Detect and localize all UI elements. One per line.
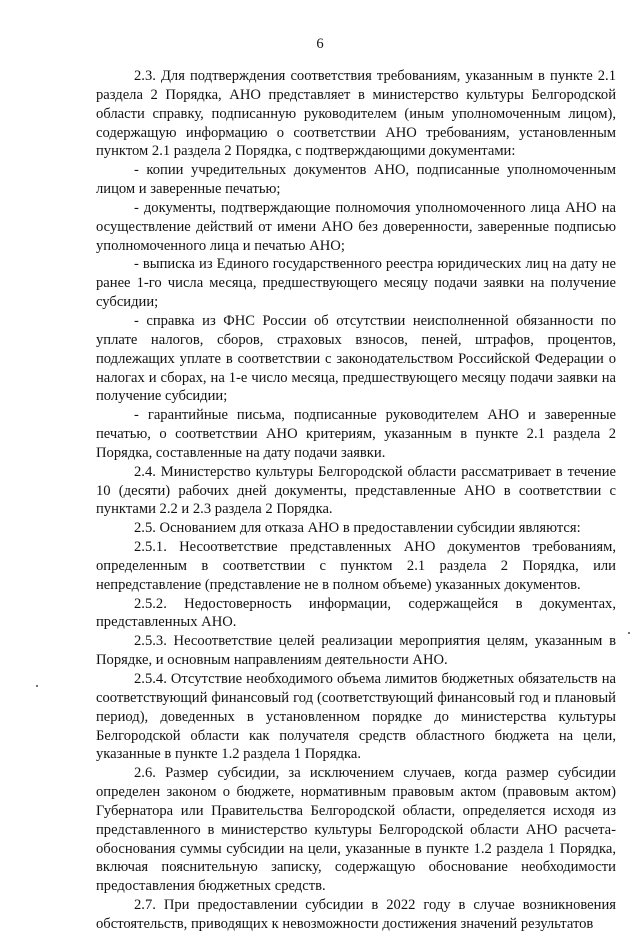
list-item-charter-copies: - копии учредительных документов АНО, подписанные уполномоченным лицом и заверенные печатью; xyxy=(96,162,616,198)
paragraph-2-5-3: 2.5.3. Несоответствие целей реализации мероприятия целям, указанным в Порядке, и основным направлениям деятельности АНО. xyxy=(96,633,616,669)
list-item-tax-certificate: - справка из ФНС России об отсутствии неисполненной обязанности по уплате налогов, сборов, страховых взносов, пеней, штрафов, процентов, подлежащих уплате в соответствии с законодательством Российской Федерации о налогах и сборах, на 1-е число месяца, предшествующего месяцу подачи заявки на получение субсидии; xyxy=(96,312,616,405)
paragraph-2-5-4: 2.5.4. Отсутствие необходимого объема лимитов бюджетных обязательств на соответствующий финансовый год (соответствующий финансовый год и плановый период), доведенных в установленном порядке до министерства культуры Белгородской области как получателя средств областного бюджета на цели, указанные в пункте 1.2 раздела 1 Порядка. xyxy=(96,671,616,763)
list-item-registry-extract: - выписка из Единого государственного реестра юридических лиц на дату не ранее 1-го числа месяца, предшествующего месяцу подачи заявки на получение субсидии; xyxy=(96,256,616,311)
scan-speck xyxy=(36,685,38,687)
page-number: 6 xyxy=(316,36,324,52)
paragraph-2-5-2: 2.5.2. Недостоверность информации, содержащейся в документах, представленных АНО. xyxy=(96,595,616,631)
paragraph-2-4: 2.4. Министерство культуры Белгородской области рассматривает в течение 10 (десяти) рабочих дней документы, представленные АНО в соответствии с пунктами 2.2 и 2.3 раздела 2 Порядка. xyxy=(96,463,616,518)
list-item-authority-documents: - документы, подтверждающие полномочия уполномоченного лица АНО на осуществление действий от имени АНО без доверенности, заверенные подписью уполномоченного лица и печатью АНО; xyxy=(96,199,616,254)
paragraph-2-3: 2.3. Для подтверждения соответствия требованиям, указанным в пункте 2.1 раздела 2 Порядка, АНО представляет в министерство культуры Белгородской области справку, подписанную руководителем (иным уполномоченным лицом), содержащую информацию о соответствии АНО требованиям, установленным пунктом 2.1 раздела 2 Порядка, с подтверждающими документами: xyxy=(96,68,616,160)
list-item-guarantee-letters: - гарантийные письма, подписанные руководителем АНО и заверенные печатью, о соответствии АНО критериям, указанным в пункте 2.1 раздела 2 Порядка, составленные на дату подачи заявки. xyxy=(96,407,616,461)
body-text xyxy=(96,67,616,934)
scan-speck xyxy=(628,632,630,634)
paragraph-2-5-1: 2.5.1. Несоответствие представленных АНО документов требованиям, определенным в соответствии с пунктом 2.1 раздела 2 Порядка, или непредставление (представление не в полном объеме) указанных документов. xyxy=(96,539,616,593)
paragraph-2-6: 2.6. Размер субсидии, за исключением случаев, когда размер субсидии определен законом о бюджете, нормативным правовым актом (правовым актом) Губернатора или Правительства Белгородской области, определяется исходя из представленного в министерство культуры Белгородской области АНО расчета-обоснования суммы субсидии на цели, указанные в пункте 1.2 раздела 1 Порядка, включая пояснительную записку, содержащую обоснование необходимости предоставления бюджетных средств. xyxy=(96,765,616,895)
paragraph-2-5: 2.5. Основанием для отказа АНО в предоставлении субсидии являются: xyxy=(134,520,581,537)
paragraph-2-7: 2.7. При предоставлении субсидии в 2022 году в случае возникновения обстоятельств, приводящих к невозможности достижения значений результатов xyxy=(96,897,616,932)
